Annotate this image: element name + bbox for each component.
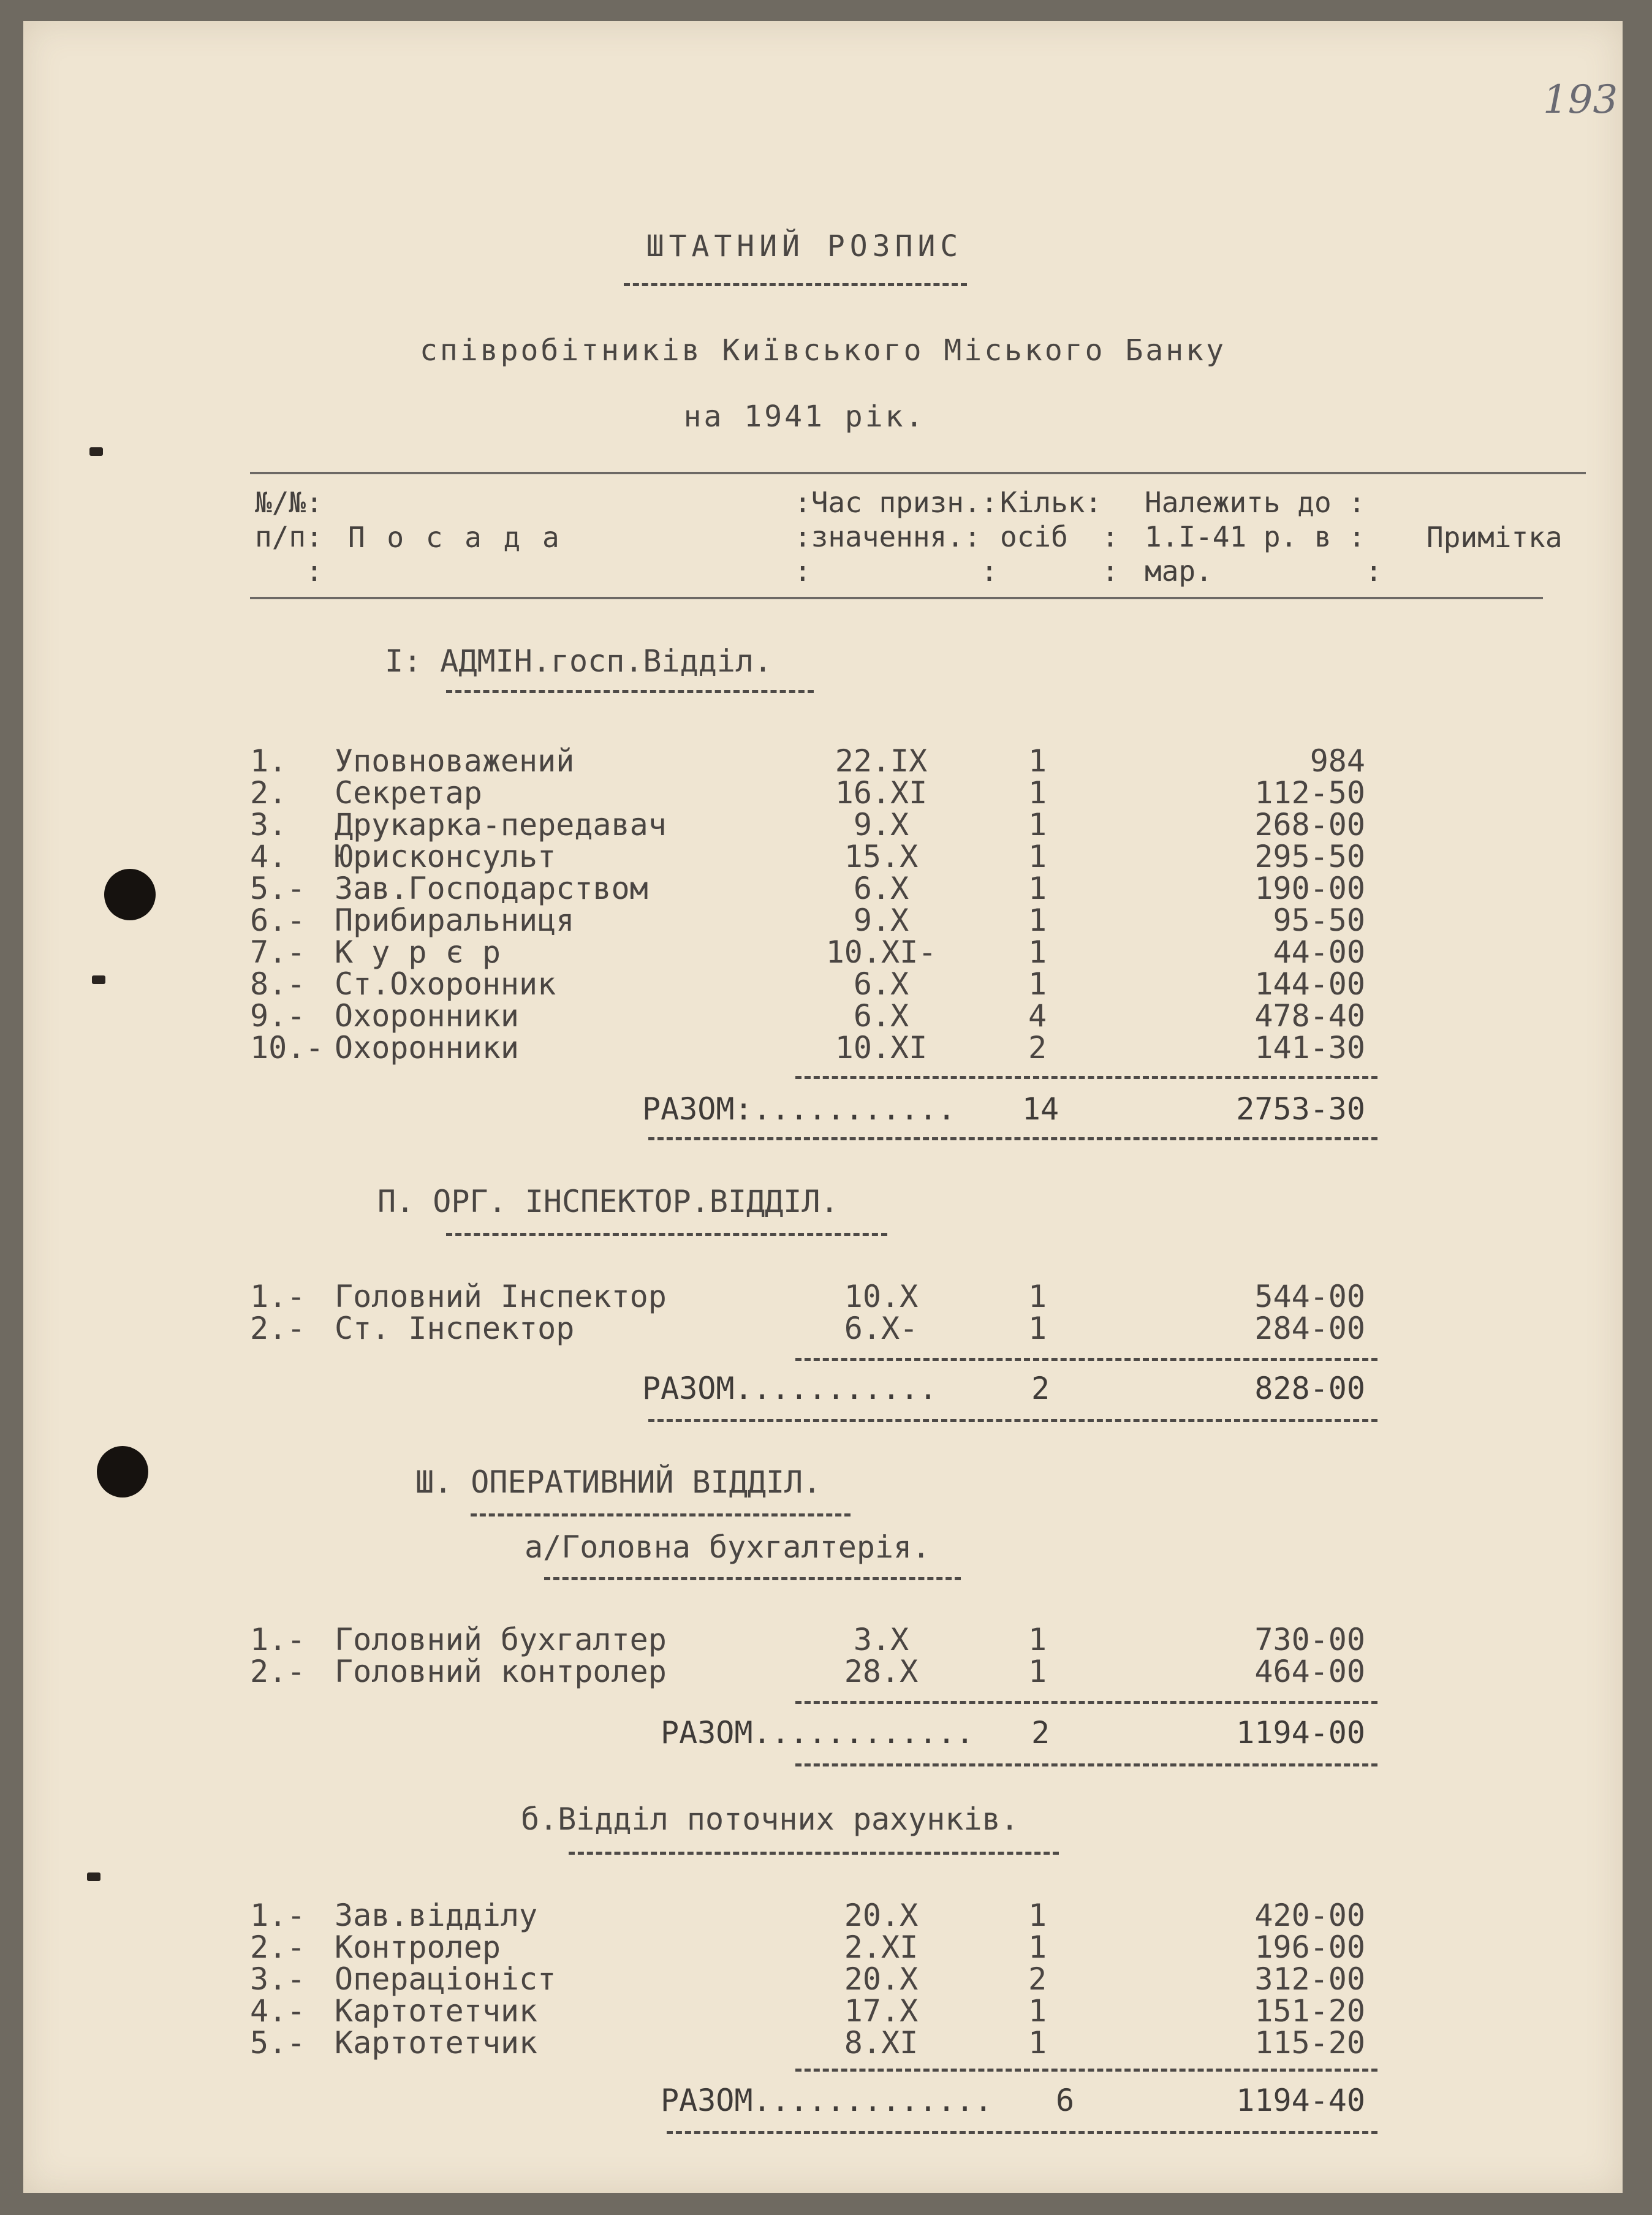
header-date: :Час призн.: :значення.: : :: [794, 486, 998, 588]
row-position: Охоронники: [335, 998, 520, 1034]
row-count: 1: [1028, 871, 1047, 906]
row-salary: 141-30: [1254, 1030, 1365, 1066]
total-label: РАЗОМ.............: [661, 2083, 993, 2118]
row-position: Уповноважений: [335, 743, 575, 779]
row-position: Операціоніст: [335, 1961, 556, 1997]
row-date: 2.ХІ: [844, 1929, 919, 1965]
row-salary: 115-20: [1254, 2025, 1365, 2061]
row-count: 1: [1028, 1279, 1047, 1314]
header-top-rule: [250, 472, 1586, 474]
subsection-underline: [569, 1852, 1059, 1855]
row-date: 20.Х: [844, 1898, 919, 1933]
total-salary: 1194-00: [1236, 1715, 1365, 1751]
total-salary: 1194-40: [1236, 2083, 1365, 2118]
row-date: 15.Х: [844, 839, 919, 874]
row-date: 20.Х: [844, 1961, 919, 1997]
row-position: Картотетчик: [335, 2025, 538, 2061]
row-position: Секретар: [335, 775, 482, 811]
subsection-title: б.Відділ поточних рахунків.: [521, 1801, 1019, 1837]
row-date: 16.ХІ: [835, 775, 928, 811]
row-date: 22.ІХ: [835, 743, 928, 779]
staple-mark: [89, 447, 103, 456]
total-rule: [795, 1763, 1377, 1766]
subtotal-rule: [795, 1701, 1377, 1704]
row-count: 1: [1028, 966, 1047, 1002]
row-date: 17.Х: [844, 1993, 919, 2029]
row-position: Прибиральниця: [335, 903, 575, 938]
row-number: 1.: [250, 743, 287, 779]
row-number: 7.-: [250, 934, 306, 970]
document-year: на 1941 рік.: [683, 399, 926, 434]
row-number: 5.-: [250, 871, 306, 906]
row-number: 2.-: [250, 1929, 306, 1965]
row-salary: 268-00: [1254, 807, 1365, 842]
header-count: Кільк: осіб : :: [1000, 486, 1119, 588]
total-count: 6: [1055, 2083, 1075, 2118]
header-position: П о с а д а: [348, 521, 562, 554]
row-date: 10.ХІ: [835, 1030, 928, 1066]
page-number: 193: [1543, 77, 1618, 123]
row-date: 10.ХІ-: [825, 934, 937, 970]
row-count: 1: [1028, 2025, 1047, 2061]
row-position: Картотетчик: [335, 1993, 538, 2029]
header-salary: Належить до : 1.І-41 р. в : мар. :: [1145, 486, 1382, 588]
row-number: 5.-: [250, 2025, 306, 2061]
section-underline: [446, 1233, 887, 1236]
document-subtitle: співробітників Київського Міського Банку: [420, 333, 1226, 368]
row-count: 4: [1028, 998, 1047, 1034]
total-salary: 2753-30: [1236, 1091, 1365, 1127]
row-count: 1: [1028, 1311, 1047, 1346]
total-count: 14: [1021, 1091, 1059, 1127]
row-date: 3.Х: [853, 1622, 909, 1657]
row-salary: 420-00: [1254, 1898, 1365, 1933]
row-count: 2: [1028, 1961, 1047, 1997]
row-count: 1: [1028, 1898, 1047, 1933]
row-salary: 984: [1309, 743, 1365, 779]
row-count: 1: [1028, 1654, 1047, 1689]
row-number: 3.-: [250, 1961, 306, 1997]
row-number: 1.-: [250, 1898, 306, 1933]
row-number: 2.-: [250, 1311, 306, 1346]
row-number: 2.-: [250, 1654, 306, 1689]
row-count: 1: [1028, 934, 1047, 970]
row-number: 9.-: [250, 998, 306, 1034]
row-count: 1: [1028, 1993, 1047, 2029]
row-salary: 295-50: [1254, 839, 1365, 874]
subsection-title: а/Головна бухгалтерія.: [525, 1529, 931, 1565]
punch-hole: [104, 869, 156, 920]
row-number: 6.-: [250, 903, 306, 938]
row-date: 9.Х: [853, 903, 909, 938]
section-title: П. ОРГ. ІНСПЕКТОР.ВІДДІЛ.: [377, 1184, 839, 1219]
row-date: 9.Х: [853, 807, 909, 842]
subtotal-rule: [795, 1358, 1377, 1361]
row-date: 28.Х: [844, 1654, 919, 1689]
row-salary: 464-00: [1254, 1654, 1365, 1689]
row-position: Ст.Охоронник: [335, 966, 556, 1002]
staple-mark: [92, 975, 105, 984]
row-date: 10.Х: [844, 1279, 919, 1314]
total-rule: [667, 2131, 1377, 2134]
row-number: 1.-: [250, 1279, 306, 1314]
row-salary: 544-00: [1254, 1279, 1365, 1314]
row-salary: 190-00: [1254, 871, 1365, 906]
total-label: РАЗОМ...........: [642, 1371, 938, 1406]
section-underline: [446, 690, 814, 693]
row-position: Контролер: [335, 1929, 501, 1965]
header-notes: Примітка: [1427, 521, 1563, 554]
row-salary: 284-00: [1254, 1311, 1365, 1346]
total-label: РАЗОМ:...........: [642, 1091, 956, 1127]
row-count: 1: [1028, 743, 1047, 779]
row-position: Друкарка-передавач: [335, 807, 667, 842]
row-number: 4.: [250, 839, 287, 874]
header-num: №/№: п/п: :: [255, 486, 323, 588]
row-position: Зав.Господарством: [335, 871, 648, 906]
row-number: 3.: [250, 807, 287, 842]
header-bottom-rule: [250, 597, 1543, 599]
staple-mark: [87, 1872, 100, 1881]
row-date: 6.Х: [853, 871, 909, 906]
row-count: 1: [1028, 1929, 1047, 1965]
row-position: Зав.відділу: [335, 1898, 538, 1933]
row-count: 1: [1028, 775, 1047, 811]
subtotal-rule: [795, 1076, 1377, 1079]
total-salary: 828-00: [1254, 1371, 1365, 1406]
row-salary: 44-00: [1273, 934, 1365, 970]
row-salary: 112-50: [1254, 775, 1365, 811]
row-position: Головний Інспектор: [335, 1279, 667, 1314]
row-salary: 312-00: [1254, 1961, 1365, 1997]
row-salary: 730-00: [1254, 1622, 1365, 1657]
row-salary: 196-00: [1254, 1929, 1365, 1965]
row-salary: 144-00: [1254, 966, 1365, 1002]
row-position: Головний контролер: [335, 1654, 667, 1689]
row-number: 2.: [250, 775, 287, 811]
row-date: 6.Х-: [844, 1311, 919, 1346]
section-title: І: АДМІН.госп.Відділ.: [385, 643, 773, 679]
total-label: РАЗОМ............: [661, 1715, 974, 1751]
row-date: 6.Х: [853, 966, 909, 1002]
row-salary: 95-50: [1273, 903, 1365, 938]
row-count: 1: [1028, 1622, 1047, 1657]
row-number: 8.-: [250, 966, 306, 1002]
document-title: ШТАТНИЙ РОЗПИС: [646, 229, 963, 263]
row-date: 8.ХІ: [844, 2025, 919, 2061]
section-underline: [471, 1513, 851, 1516]
row-position: К у р є р: [335, 934, 501, 970]
total-rule: [648, 1419, 1377, 1422]
row-date: 6.Х: [853, 998, 909, 1034]
title-underline: [624, 283, 967, 286]
row-position: Юрисконсульт: [335, 839, 556, 874]
total-rule: [648, 1137, 1377, 1140]
section-title: Ш. ОПЕРАТИВНИЙ ВІДДІЛ.: [415, 1464, 822, 1500]
document-sheet: [23, 21, 1623, 2193]
row-position: Охоронники: [335, 1030, 520, 1066]
total-count: 2: [1031, 1715, 1050, 1751]
row-position: Головний бухгалтер: [335, 1622, 667, 1657]
row-salary: 478-40: [1254, 998, 1365, 1034]
total-count: 2: [1031, 1371, 1050, 1406]
row-number: 4.-: [250, 1993, 306, 2029]
punch-hole: [97, 1446, 148, 1497]
row-number: 10.-: [250, 1030, 324, 1066]
row-position: Ст. Інспектор: [335, 1311, 575, 1346]
subtotal-rule: [795, 2069, 1377, 2072]
row-salary: 151-20: [1254, 1993, 1365, 2029]
row-count: 1: [1028, 903, 1047, 938]
row-count: 1: [1028, 839, 1047, 874]
row-count: 1: [1028, 807, 1047, 842]
row-number: 1.-: [250, 1622, 306, 1657]
row-count: 2: [1028, 1030, 1047, 1066]
subsection-underline: [544, 1577, 961, 1580]
